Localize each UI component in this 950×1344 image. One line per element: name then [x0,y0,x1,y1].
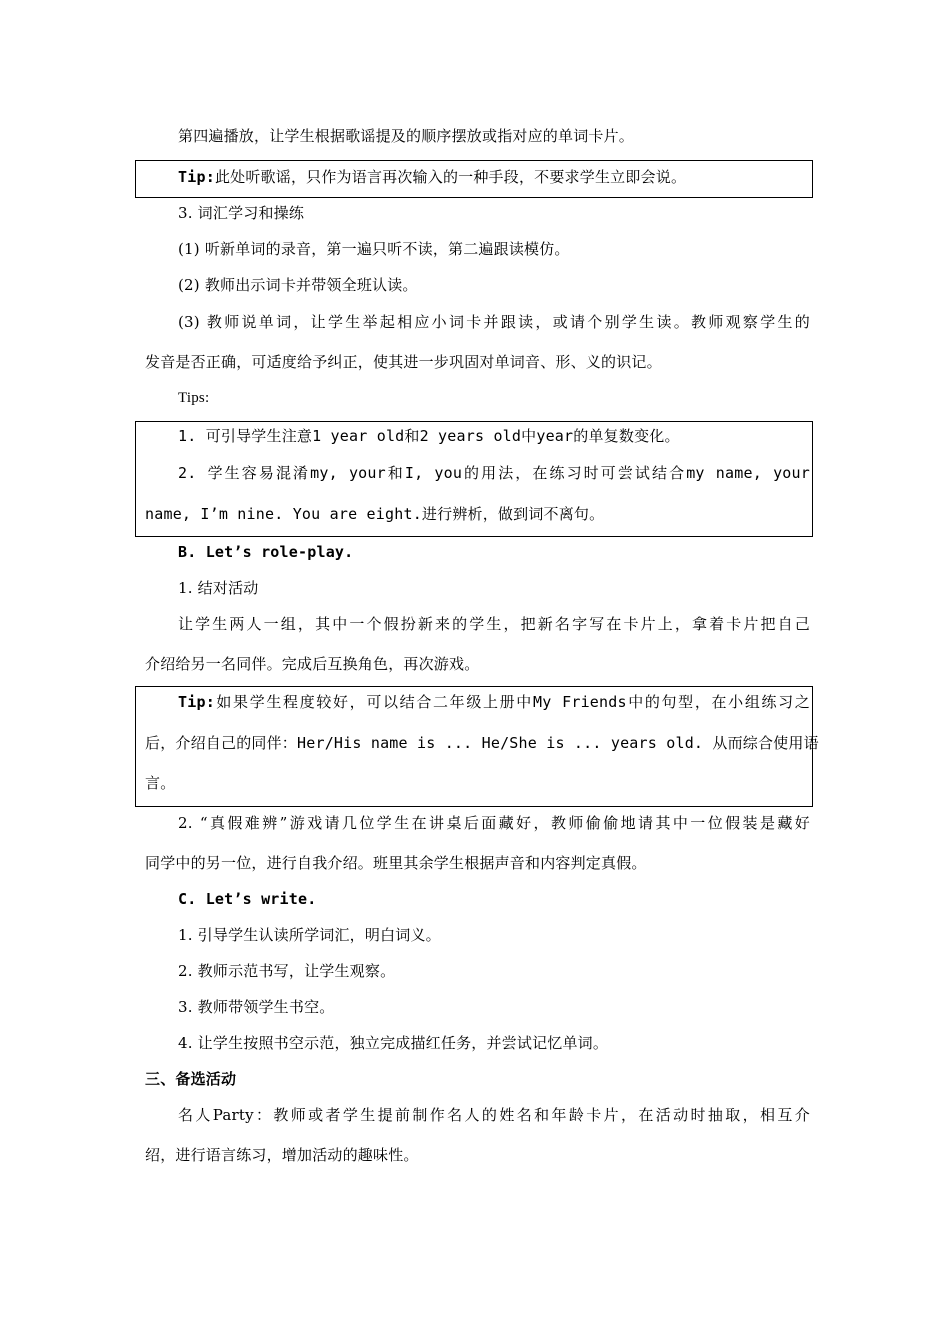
paragraph-line: 介绍给另一名同伴。完成后互换角色，再次游戏。 [145,655,480,673]
tip-line [178,165,810,189]
tips-item: 2. 学生容易混淆my, your和I, you的用法，在练习时可尝试结合my name, your [178,464,810,482]
subsection-title: C. Let’s write. [178,890,317,908]
tip-line [178,690,810,714]
paragraph-line: 2. “真假难辨”游戏请几位学生在讲桌后面藏好，教师偷偷地请其中一位假装是藏好 [178,814,810,832]
paragraph-line: 同学中的另一位，进行自我介绍。班里其余学生根据声音和内容判定真假。 [145,854,647,872]
paragraph-line: 发音是否正确，可适度给予纠正，使其进一步巩固对单词音、形、义的识记。 [145,353,662,371]
tips-label: Tips: [178,390,210,406]
paragraph-line: 1. 结对活动 [178,579,259,597]
section-title: 三、备选活动 [145,1070,237,1088]
tip-line: 后，介绍自己的同伴：Her/His name is ... He/She is ... years old. 从而综合使用语 [145,734,819,752]
tip-text: 此处听歌谣，只作为语言再次输入的一种手段，不要求学生立即会说。 [214,168,687,186]
subsection-title: B. Let’s role-play. [178,543,354,561]
paragraph-line: (1) 听新单词的录音，第一遍只听不读，第二遍跟读模仿。 [178,240,570,258]
tips-item-text: 1. 可引导学生注意1 year old和2 years old中year的单复数变化。 [178,427,680,445]
paragraph-line: 名人Party：教师或者学生提前制作名人的姓名和年龄卡片，在活动时抽取，相互介 [178,1106,810,1124]
tips-item [178,424,810,448]
tips-item: name, I’m nine. You are eight.进行辨析，做到词不离句。 [145,505,605,523]
paragraph-line: 1. 引导学生认读所学词汇，明白词义。 [178,926,441,944]
paragraph-line: 绍，进行语言练习，增加活动的趣味性。 [145,1146,419,1164]
paragraph-line: 2. 教师示范书写，让学生观察。 [178,962,396,980]
paragraph-line: (2) 教师出示词卡并带领全班认读。 [178,276,418,294]
paragraph-line: 让学生两人一组，其中一个假扮新来的学生，把新名字写在卡片上，拿着卡片把自己 [178,615,810,633]
section-heading: 3. 词汇学习和操练 [178,204,305,222]
tip-label: Tip: [178,168,215,186]
paragraph-line: (3) 教师说单词，让学生举起相应小词卡并跟读，或请个别学生读。教师观察学生的 [178,313,810,331]
tip-label: Tip: [178,693,215,711]
tip-text: 如果学生程度较好，可以结合二年级上册中My Friends中的句型，在小组练习之 [214,693,810,711]
paragraph-line: 4. 让学生按照书空示范，独立完成描红任务，并尝试记忆单词。 [178,1034,609,1052]
tip-line: 言。 [145,774,176,792]
paragraph-line: 第四遍播放，让学生根据歌谣提及的顺序摆放或指对应的单词卡片。 [178,127,635,145]
paragraph-line: 3. 教师带领学生书空。 [178,998,335,1016]
